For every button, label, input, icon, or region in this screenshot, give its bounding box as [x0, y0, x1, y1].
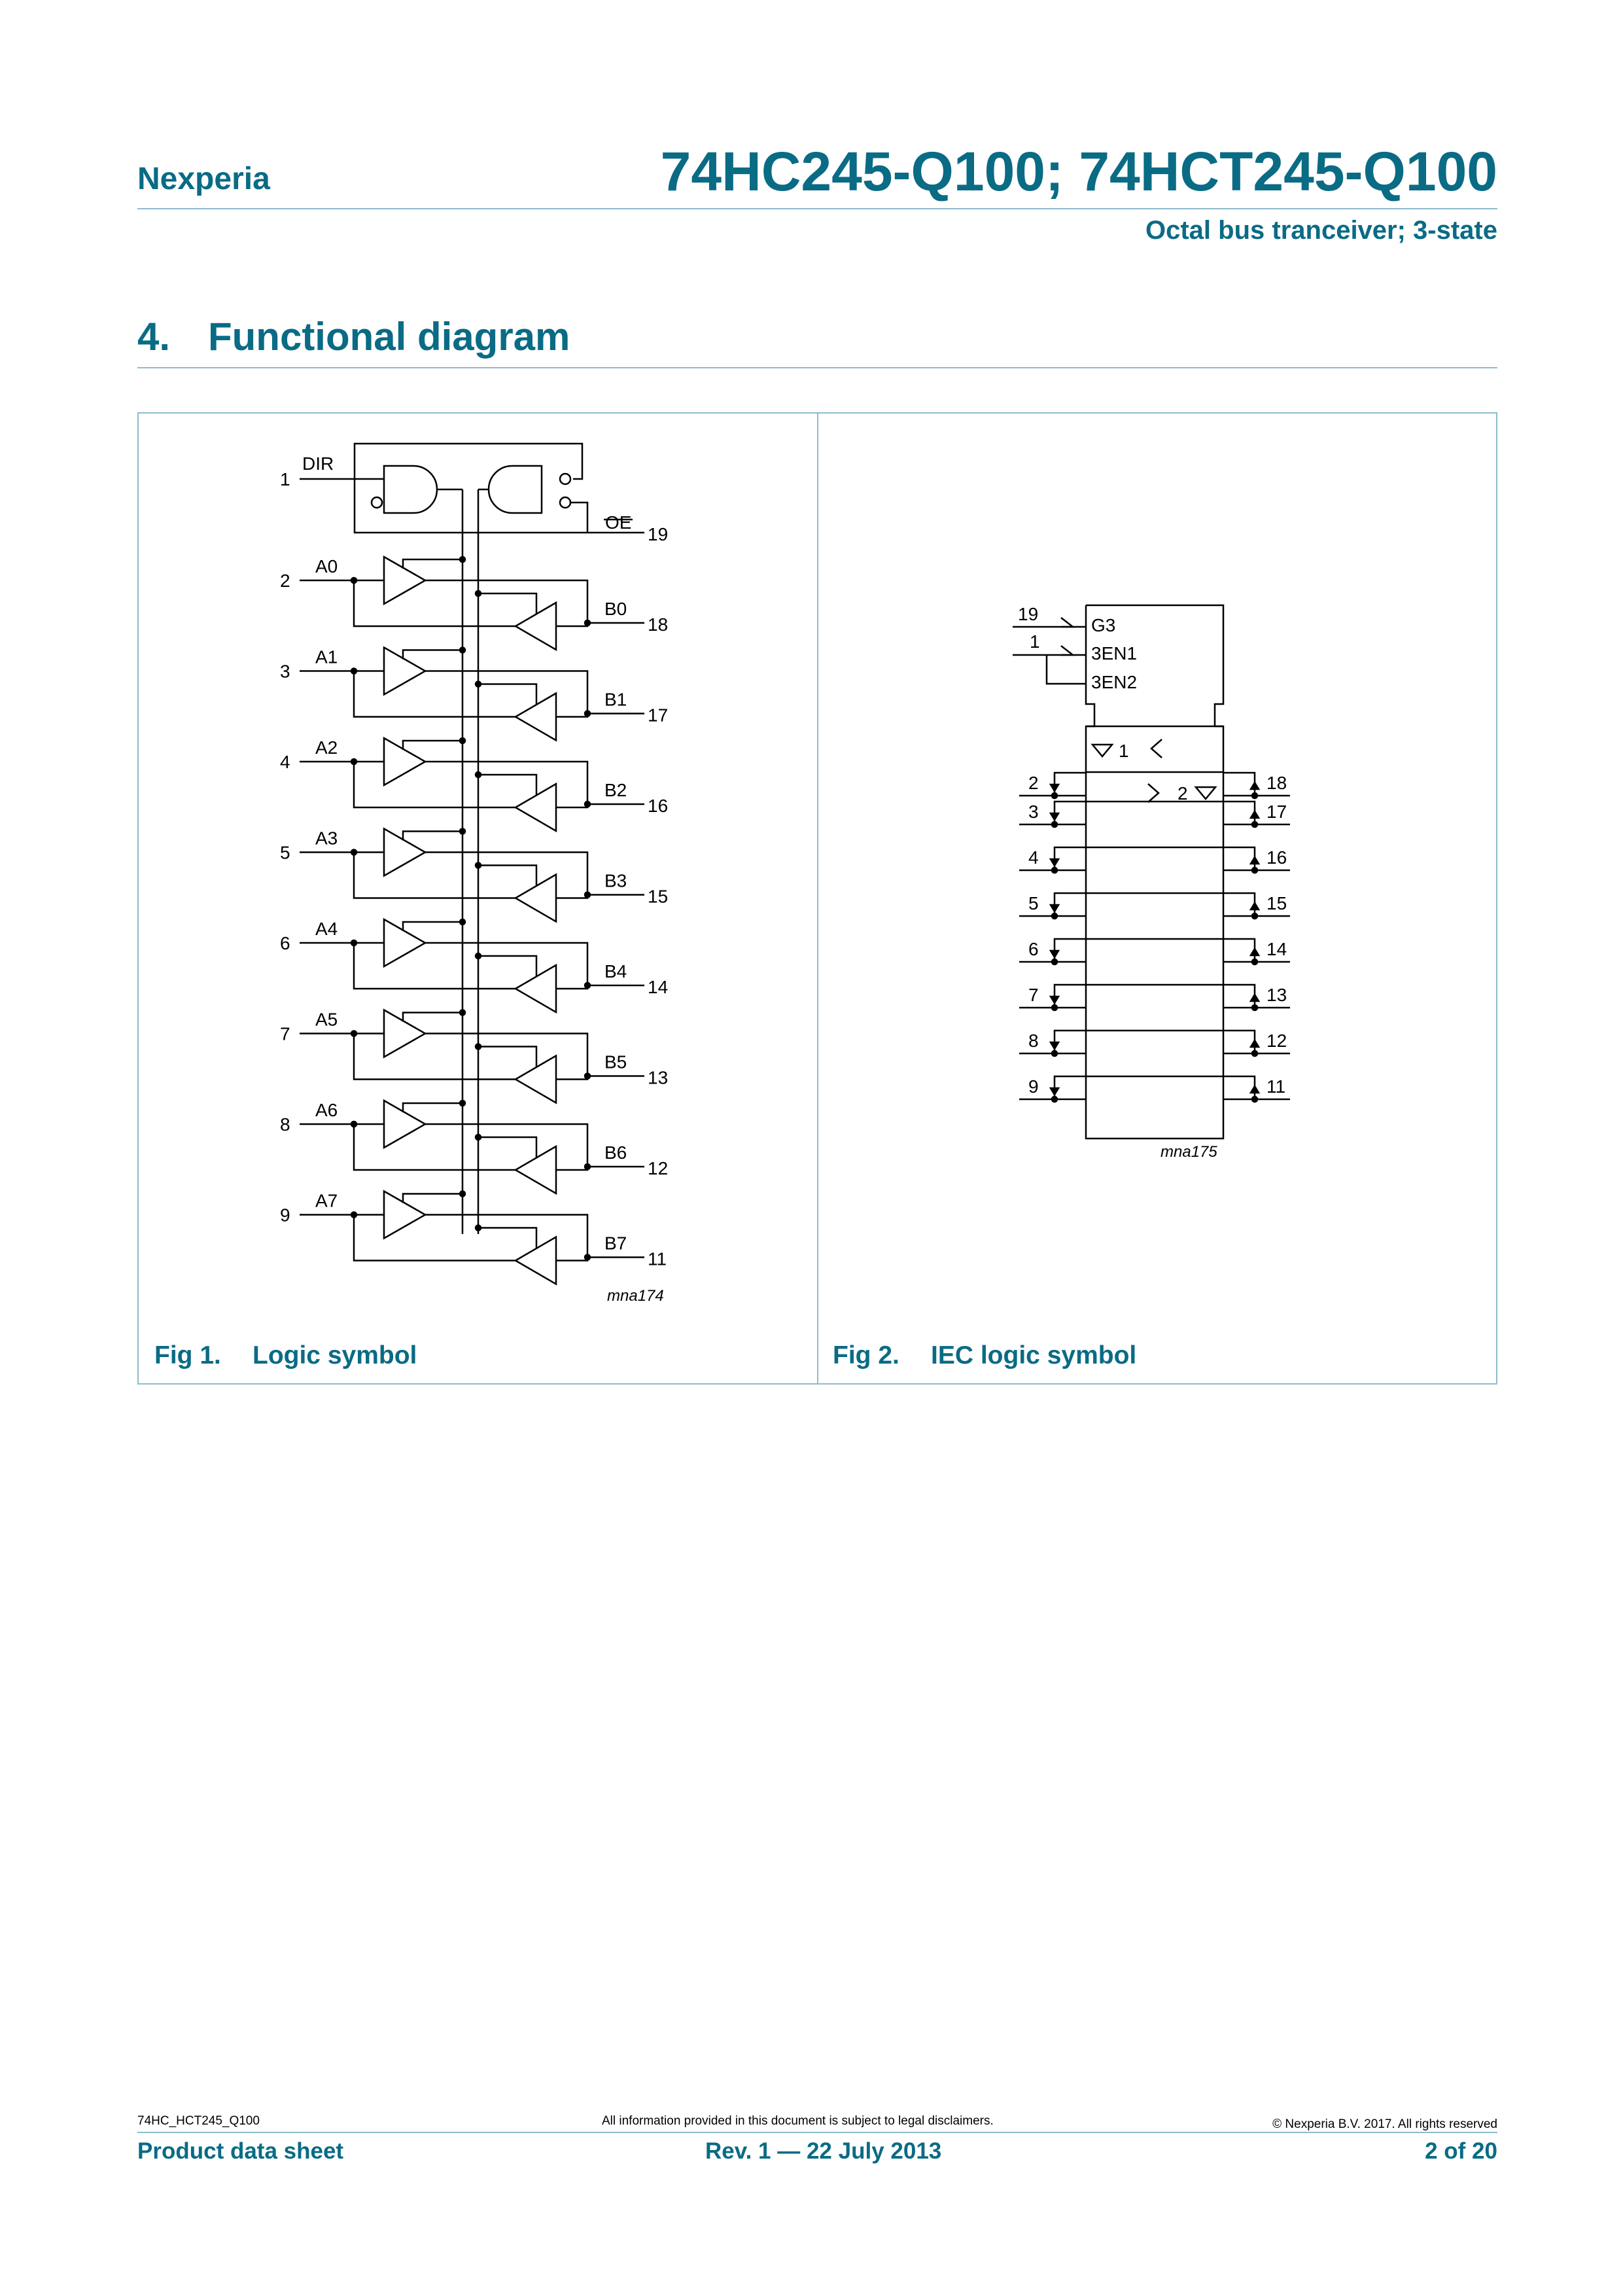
- iec-row-4: [1019, 939, 1290, 964]
- channel-3: [280, 828, 668, 922]
- b-pin: 16: [648, 796, 669, 816]
- a-label: A3: [315, 828, 338, 849]
- oe-label: OE: [605, 512, 632, 533]
- iec-left-pin: 5: [1028, 893, 1039, 913]
- iec-row-3: [1019, 893, 1290, 919]
- iec-logic-symbol-diagram: [818, 0, 1498, 1385]
- b-label: B4: [604, 961, 627, 981]
- dir-pin: 1: [280, 469, 290, 489]
- b-pin: 15: [648, 886, 669, 907]
- a-pin: 9: [280, 1205, 290, 1226]
- iec-g3-label: G3: [1091, 615, 1116, 635]
- footer-rule: [137, 2132, 1497, 2133]
- iec-pin-19: 19: [1018, 604, 1039, 624]
- a-to-b-buffer: [384, 1192, 425, 1239]
- dir-and-gate: [384, 466, 437, 513]
- figure2-label: Fig 2.: [833, 1341, 899, 1369]
- iec-right-pin: 13: [1266, 985, 1287, 1005]
- channel-4: [280, 919, 668, 1012]
- iec-row-7: [1019, 1076, 1290, 1102]
- iec-row-1: [1019, 802, 1290, 827]
- a-pin: 3: [280, 661, 290, 682]
- b-label: B0: [604, 599, 627, 619]
- b-label: B5: [604, 1051, 627, 1072]
- channel-2: [280, 737, 668, 831]
- b-pin: 18: [648, 614, 669, 635]
- a-label: A4: [315, 919, 338, 939]
- channel-1: [280, 647, 668, 741]
- channel-0: [280, 556, 668, 650]
- channel-5: [280, 1010, 668, 1103]
- figure1-title: Logic symbol: [253, 1341, 417, 1369]
- b-label: B6: [604, 1142, 627, 1163]
- a-label: A6: [315, 1100, 338, 1120]
- a-to-b-buffer: [384, 557, 425, 604]
- iec-left-pin: 8: [1028, 1031, 1039, 1051]
- figure2-code: mna175: [1161, 1143, 1217, 1161]
- section-title: Functional diagram: [208, 315, 570, 359]
- a-to-b-buffer: [384, 648, 425, 695]
- a-to-b-buffer: [384, 1101, 425, 1148]
- section-number: 4.: [137, 315, 171, 359]
- channel-7: [280, 1191, 667, 1284]
- logic-symbol-diagram: [0, 0, 818, 1385]
- b-pin: 13: [648, 1067, 669, 1088]
- footer-page-number: 2 of 20: [1425, 2138, 1497, 2164]
- iec-left-pin: 2: [1028, 773, 1039, 793]
- b-pin: 17: [648, 705, 669, 726]
- a-label: A0: [315, 556, 338, 576]
- a-label: A7: [315, 1190, 338, 1211]
- figure1-label: Fig 1.: [154, 1341, 221, 1369]
- iec-right-pin: 15: [1266, 893, 1287, 913]
- b-label: B2: [604, 780, 627, 800]
- footer-disclaimer: All information provided in this document is subject to legal disclaimers.: [602, 2114, 994, 2128]
- footer-doc-type: Product data sheet: [137, 2138, 344, 2164]
- footer-revision: Rev. 1 — 22 July 2013: [705, 2138, 942, 2164]
- oe-and-gate: [489, 466, 542, 513]
- figure1-code: mna174: [607, 1287, 664, 1305]
- b-label: B3: [604, 870, 627, 891]
- iec-left-pin: 9: [1028, 1076, 1039, 1097]
- iec-row-2: [1019, 847, 1290, 873]
- iec-row-6: [1019, 1031, 1290, 1056]
- b-pin: 12: [648, 1158, 669, 1178]
- a-label: A5: [315, 1009, 338, 1030]
- iec-right-pin: 12: [1266, 1031, 1287, 1051]
- a-pin: 4: [280, 752, 290, 772]
- iec-pin-1: 1: [1030, 631, 1040, 652]
- figure2-caption: [833, 1341, 1136, 1370]
- figure1-caption: [154, 1341, 417, 1370]
- a-to-b-buffer: [384, 919, 425, 966]
- figure2-title: IEC logic symbol: [931, 1341, 1137, 1369]
- document-title: 74HC245-Q100; 74HCT245-Q100: [660, 141, 1497, 202]
- footer-doc-id: 74HC_HCT245_Q100: [137, 2114, 260, 2128]
- iec-right-pin: 18: [1266, 773, 1287, 793]
- footer-copyright: © Nexperia B.V. 2017. All rights reserved: [1272, 2117, 1497, 2131]
- iec-left-pin: 3: [1028, 802, 1039, 822]
- a-pin: 2: [280, 571, 290, 591]
- iec-right-pin: 11: [1266, 1076, 1286, 1097]
- iec-left-pin: 4: [1028, 847, 1039, 868]
- a-to-b-buffer: [384, 738, 425, 785]
- iec-right-pin: 17: [1266, 802, 1287, 822]
- b-pin: 14: [648, 977, 669, 997]
- a-label: A1: [315, 646, 338, 667]
- a-to-b-buffer: [384, 829, 425, 876]
- iec-right-pin: 14: [1266, 939, 1287, 959]
- b-label: B1: [604, 689, 627, 710]
- a-pin: 7: [280, 1023, 290, 1044]
- document-subtitle: Octal bus tranceiver; 3-state: [1145, 216, 1497, 245]
- channel-6: [280, 1100, 668, 1193]
- a-to-b-buffer: [384, 1010, 425, 1057]
- iec-3en1-label: 3EN1: [1091, 643, 1138, 663]
- iec-direction-2: 2: [1178, 783, 1188, 804]
- iec-row-0: [1019, 773, 1290, 798]
- oe-pin: 19: [648, 524, 669, 544]
- a-pin: 6: [280, 933, 290, 953]
- iec-direction-1: 1: [1119, 741, 1129, 761]
- iec-3en2-label: 3EN2: [1091, 672, 1138, 692]
- dir-label: DIR: [302, 453, 334, 474]
- iec-row-5: [1019, 985, 1290, 1010]
- iec-left-pin: 7: [1028, 985, 1039, 1005]
- a-pin: 8: [280, 1114, 290, 1135]
- a-label: A2: [315, 737, 338, 758]
- brand-name: Nexperia: [137, 162, 270, 196]
- iec-left-pin: 6: [1028, 939, 1039, 959]
- a-pin: 5: [280, 842, 290, 863]
- iec-right-pin: 16: [1266, 847, 1287, 868]
- b-pin: 11: [648, 1248, 667, 1269]
- b-label: B7: [604, 1233, 627, 1254]
